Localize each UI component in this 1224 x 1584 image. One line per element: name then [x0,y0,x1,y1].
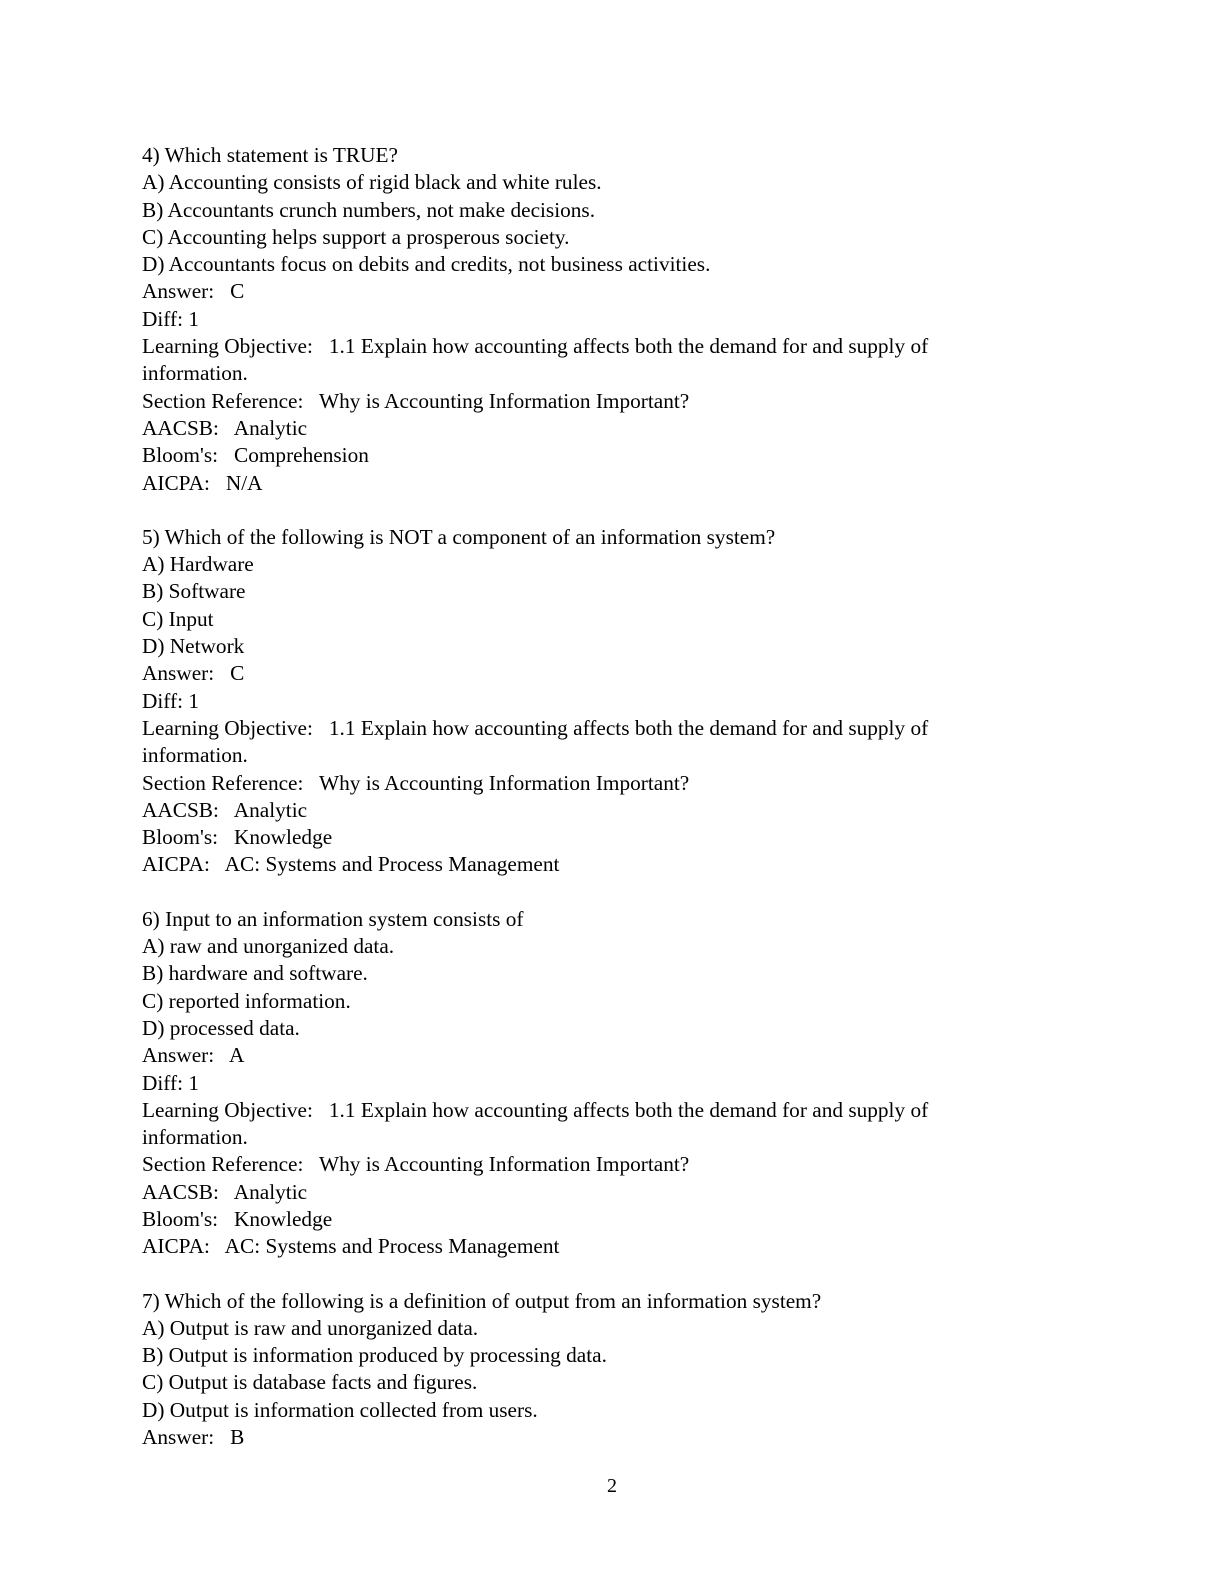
page-body [142,142,1082,1451]
blooms-tag: Bloom's: Comprehension [142,443,369,468]
learning-objective-continued: information. [142,361,248,386]
option-c: C) Input [142,606,214,631]
learning-objective: Learning Objective: 1.1 Explain how accounting affects both the demand for and supply of [142,715,929,740]
learning-objective-continued: information. [142,743,248,768]
option-d: D) Network [142,634,245,659]
option-b: B) Software [142,579,246,604]
aicpa-tag: AICPA: AC: Systems and Process Management [142,1234,560,1259]
spacer [142,879,1082,906]
option-c: C) reported information. [142,988,351,1013]
question-stem: 6) Input to an information system consists of [142,906,524,931]
option-a: A) Output is raw and unorganized data. [142,1315,479,1340]
section-reference: Section Reference: Why is Accounting Information Important? [142,770,690,795]
aacsb-tag: AACSB: Analytic [142,415,308,440]
question-stem: 4) Which statement is TRUE? [142,143,398,167]
option-c: C) Accounting helps support a prosperous society. [142,224,570,249]
aicpa-tag: AICPA: N/A [142,470,263,495]
difficulty: Diff: 1 [142,688,199,713]
aicpa-tag: AICPA: AC: Systems and Process Management [142,852,560,877]
spacer [142,1261,1082,1288]
question-6 [142,906,1082,1261]
option-c: C) Output is database facts and figures. [142,1370,478,1395]
spacer [142,497,1082,524]
section-reference: Section Reference: Why is Accounting Information Important? [142,388,690,413]
difficulty: Diff: 1 [142,1070,199,1095]
blooms-tag: Bloom's: Knowledge [142,825,333,850]
difficulty: Diff: 1 [142,306,199,331]
aacsb-tag: AACSB: Analytic [142,797,308,822]
option-a: A) Hardware [142,552,254,577]
option-b: B) hardware and software. [142,961,368,986]
section-reference: Section Reference: Why is Accounting Information Important? [142,1152,690,1177]
page-number: 2 [607,1475,617,1497]
question-4 [142,142,1082,497]
learning-objective: Learning Objective: 1.1 Explain how accounting affects both the demand for and supply of [142,334,929,359]
answer: Answer: B [142,1425,245,1450]
learning-objective: Learning Objective: 1.1 Explain how accounting affects both the demand for and supply of [142,1097,929,1122]
option-d: D) Accountants focus on debits and credits, not business activities. [142,252,711,277]
option-d: D) Output is information collected from users. [142,1397,538,1422]
option-d: D) processed data. [142,1015,300,1040]
answer: Answer: C [142,279,245,304]
option-a: A) raw and unorganized data. [142,934,395,959]
answer: Answer: C [142,661,245,686]
question-stem: 5) Which of the following is NOT a component of an information system? [142,524,776,549]
option-a: A) Accounting consists of rigid black and white rules. [142,170,602,195]
aacsb-tag: AACSB: Analytic [142,1179,308,1204]
option-b: B) Accountants crunch numbers, not make decisions. [142,197,596,222]
answer: Answer: A [142,1043,245,1068]
question-stem: 7) Which of the following is a definition of output from an information system? [142,1288,822,1313]
option-b: B) Output is information produced by processing data. [142,1343,607,1368]
learning-objective-continued: information. [142,1125,248,1150]
question-7 [142,1288,1082,1452]
blooms-tag: Bloom's: Knowledge [142,1206,333,1231]
question-5 [142,524,1082,879]
